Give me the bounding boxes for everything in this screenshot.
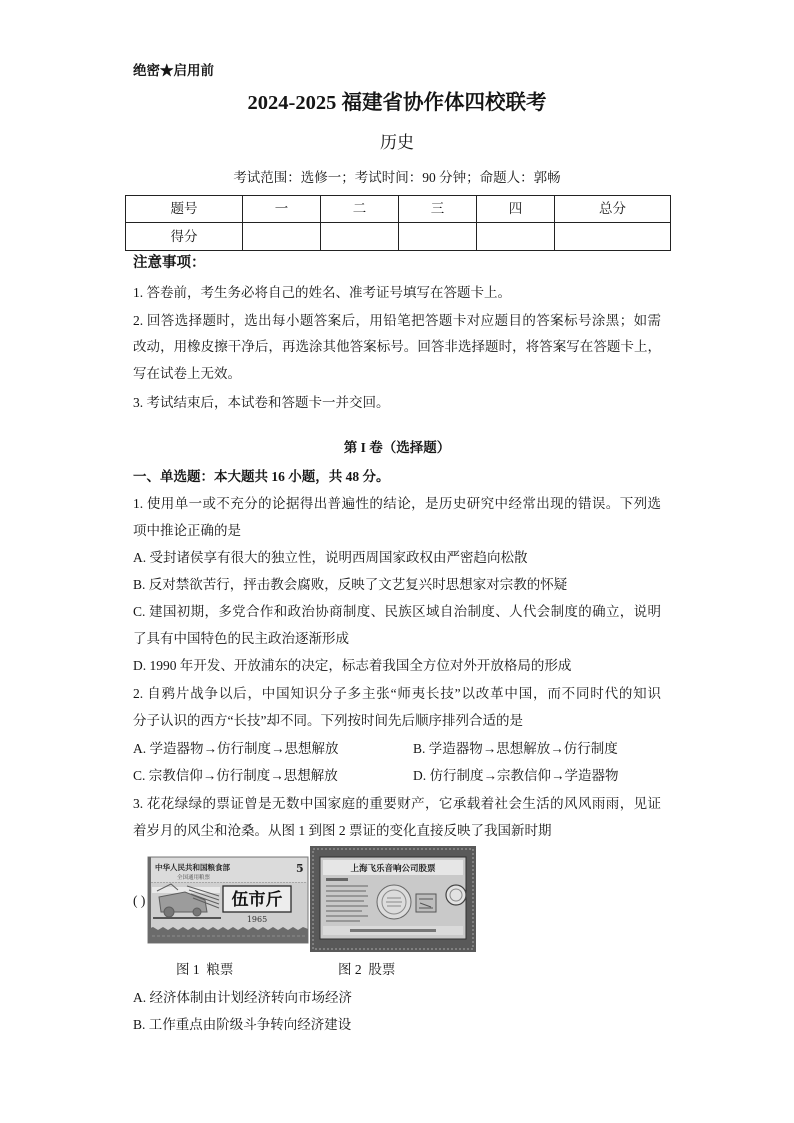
notice-line: 改动，用橡皮擦干净后，再选涂其他答案标号。回答非选择题时，将答案写在答题卡上， bbox=[133, 338, 661, 354]
subject-title: 历史 bbox=[380, 133, 414, 152]
certificate-serial-number bbox=[326, 878, 348, 881]
exam-info: 考试范围：选修一；考试时间：90 分钟；命题人：郭畅 bbox=[233, 169, 561, 185]
question-1-option-a: A. 受封诸侯享有很大的独立性，说明西周国家政权由严密趋向松散 bbox=[133, 549, 528, 565]
ticket-type: 全国通用粮票 bbox=[177, 875, 211, 881]
harvester-wheel bbox=[164, 907, 174, 917]
score-table-column-1: 一 bbox=[243, 196, 321, 223]
question-2-option-a: A. 学造器物→仿行制度→思想解放 bbox=[133, 740, 339, 756]
question-1-option-c: C. 建国初期，多党合作和政治协商制度、民族区域自治制度、人代会制度的确立，说明 bbox=[133, 603, 661, 619]
figure-2-caption: 图 2 股票 bbox=[338, 961, 396, 977]
notice-line: 1. 答卷前，考生务必将自己的姓名、准考证号填写在答题卡上。 bbox=[133, 284, 511, 300]
grain-ticket-image bbox=[147, 855, 309, 945]
score-cell-2 bbox=[321, 223, 399, 251]
question-1-stem: 项中推论正确的是 bbox=[133, 522, 241, 538]
signature-stamp bbox=[416, 894, 436, 912]
question-2-option-b: B. 学造器物→思想解放→仿行制度 bbox=[413, 740, 618, 756]
section-title: 一、单选题：本大题共 16 小题，共 48 分。 bbox=[133, 468, 390, 484]
score-cell-1 bbox=[243, 223, 321, 251]
question-1-option-c: 了具有中国特色的民主政治逐渐形成 bbox=[133, 630, 349, 646]
notice-line: 写在试卷上无效。 bbox=[133, 365, 241, 381]
score-cell-3 bbox=[399, 223, 477, 251]
question-2-option-d: D. 仿行制度→宗教信仰→学造器物 bbox=[413, 767, 619, 783]
exam-title: 2024-2025 福建省协作体四校联考 bbox=[247, 92, 547, 114]
score-cell-4 bbox=[477, 223, 555, 251]
question-1-stem: 1. 使用单一或不充分的论据得出普遍性的结论，是历史研究中经常出现的错误。下列选 bbox=[133, 495, 661, 511]
question-2-stem: 2. 自鸦片战争以后，中国知识分子多主张“师夷长技”以改革中国，而不同时代的知识 bbox=[133, 685, 661, 701]
score-table-total-label: 总分 bbox=[555, 196, 671, 223]
question-2-stem: 分子认识的西方“长技”却不同。下列按时间先后顺序排列合适的是 bbox=[133, 712, 523, 728]
question-3-stem: 3. 花花绿绿的票证曾是无数中国家庭的重要财产，它承载着社会生活的风风雨雨，见证 bbox=[133, 795, 661, 811]
secret-label: 绝密★启用前 bbox=[133, 63, 214, 78]
certificate-bottom-text bbox=[350, 929, 436, 932]
question-1-option-b: B. 反对禁欲苦行，抨击教会腐败，反映了文艺复兴时思想家对宗教的怀疑 bbox=[133, 576, 568, 592]
score-cell-total bbox=[555, 223, 671, 251]
score-table-row-label: 得分 bbox=[126, 223, 243, 251]
question-3-stem: 着岁月的风尘和沧桑。从图 1 到图 2 票证的变化直接反映了我国新时期 bbox=[133, 822, 552, 838]
harvester-wheel bbox=[193, 908, 201, 916]
notice-line: 2. 回答选择题时，选出每小题答案后，用铅笔把答题卡对应题目的答案标号涂黑；如需 bbox=[133, 312, 661, 328]
figure-1-caption: 图 1 粮票 bbox=[176, 961, 234, 977]
stock-certificate-image bbox=[310, 846, 476, 952]
ticket-issuer: 中华人民共和国粮食部 bbox=[155, 863, 230, 872]
score-table-column-2: 二 bbox=[321, 196, 399, 223]
ticket-corner-value: 5 bbox=[296, 862, 304, 875]
part-one-title: 第 I 卷（选择题） bbox=[343, 439, 451, 455]
score-table-header-label: 题号 bbox=[126, 196, 243, 223]
question-3-option-b: B. 工作重点由阶级斗争转向经济建设 bbox=[133, 1016, 352, 1032]
score-table-header-row bbox=[126, 196, 671, 223]
certificate-medallion bbox=[446, 885, 466, 905]
question-2-option-c: C. 宗教信仰→仿行制度→思想解放 bbox=[133, 767, 338, 783]
ticket-year: 1965 bbox=[246, 915, 268, 924]
score-table bbox=[125, 195, 671, 251]
question-3-answer-blank: ( ) bbox=[133, 892, 146, 908]
score-table-column-4: 四 bbox=[477, 196, 555, 223]
notices-title: 注意事项： bbox=[133, 254, 206, 271]
notice-line: 3. 考试结束后，本试卷和答题卡一并交回。 bbox=[133, 394, 390, 410]
question-1-option-d: D. 1990 年开发、开放浦东的决定，标志着我国全方位对外开放格局的形成 bbox=[133, 657, 572, 673]
certificate-title: 上海飞乐音响公司股票 bbox=[350, 864, 436, 874]
question-3-option-a: A. 经济体制由计划经济转向市场经济 bbox=[133, 989, 352, 1005]
ticket-value: 伍市斤 bbox=[231, 890, 283, 910]
score-table-column-3: 三 bbox=[399, 196, 477, 223]
score-table-score-row bbox=[126, 223, 671, 251]
